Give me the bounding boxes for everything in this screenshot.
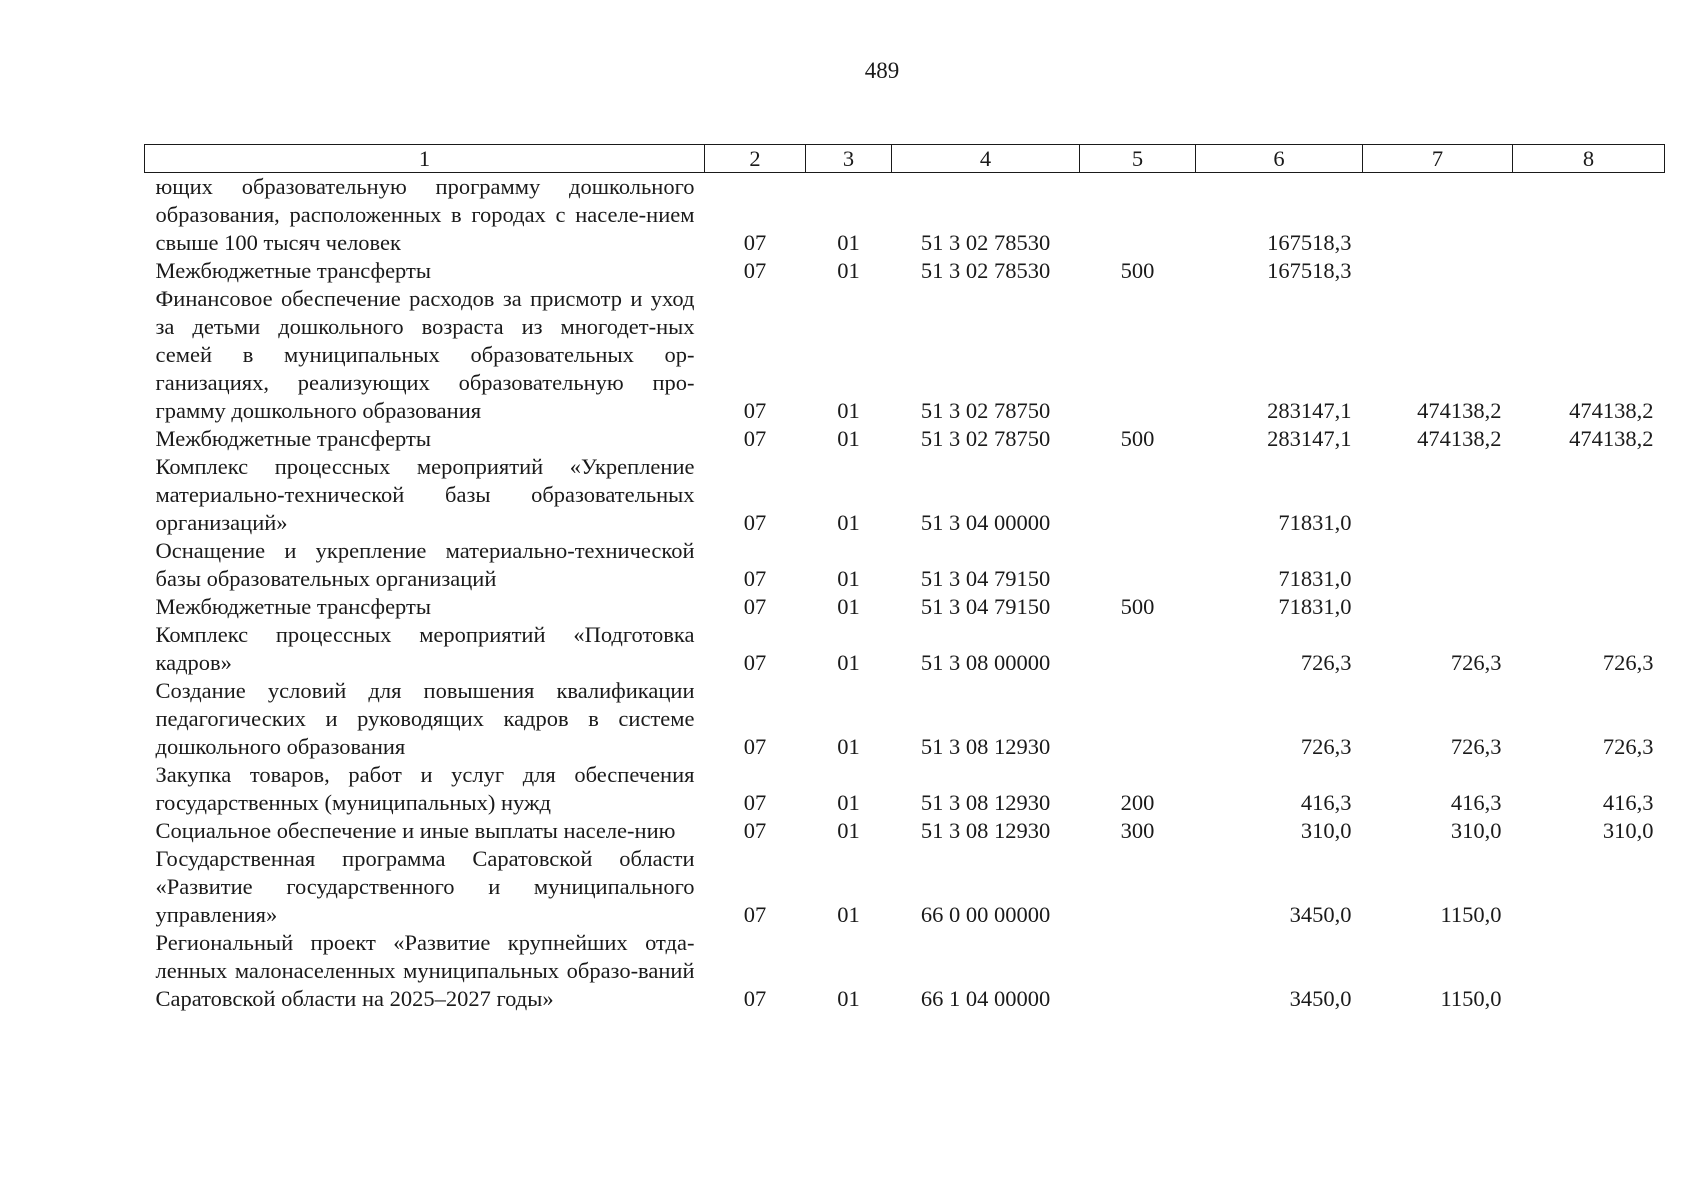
row-expense-type [1080,677,1196,761]
row-section: 07 [743,790,767,815]
row-target-article: 51 3 04 79150 [920,594,1051,619]
row-expense-type: 200 [1120,790,1155,815]
row-amount-year2: 310,0 [1450,818,1502,843]
row-amount-year3 [1513,173,1665,258]
column-header-1: 1 [145,145,705,173]
row-amount-year3: 416,3 [1602,790,1654,815]
row-target-article: 51 3 02 78530 [920,230,1051,255]
row-amount-year2 [1363,537,1513,593]
row-amount-year1: 71831,0 [1278,566,1352,591]
row-target-article: 51 3 08 12930 [920,790,1051,815]
row-expense-type [1080,453,1196,537]
row-amount-year3 [1513,593,1665,621]
row-section: 07 [743,258,767,283]
row-amount-year1: 283147,1 [1267,426,1352,451]
row-amount-year1: 167518,3 [1267,230,1352,255]
row-name: Государственная программа Саратовской области «Развитие государственного и муниципального управления» [155,846,695,927]
row-amount-year2: 726,3 [1450,650,1502,675]
row-amount-year2 [1363,453,1513,537]
row-amount-year1: 71831,0 [1278,594,1352,619]
row-amount-year2: 474138,2 [1417,426,1502,451]
table-header [145,145,1665,173]
row-amount-year3 [1513,453,1665,537]
row-amount-year2: 474138,2 [1417,398,1502,423]
row-section: 07 [743,902,767,927]
table-row [145,761,1665,817]
row-subsection: 01 [837,902,860,927]
row-name: Региональный проект «Развитие крупнейших отда-ленных малонаселенных муниципальных образо-ваний Саратовской области на 2025–2027 годы» [155,930,695,1011]
table-row [145,285,1665,425]
row-amount-year1: 726,3 [1300,650,1352,675]
row-expense-type: 500 [1120,258,1155,283]
row-subsection: 01 [837,650,860,675]
table-row [145,173,1665,258]
table-row [145,425,1665,453]
row-name: ющих образовательную программу дошкольного образования, расположенных в городах с населе-нием свыше 100 тысяч человек [155,174,695,255]
row-amount-year2: 1150,0 [1440,986,1502,1011]
row-subsection: 01 [837,734,860,759]
row-amount-year3 [1513,929,1665,1013]
row-expense-type: 500 [1120,426,1155,451]
table-row [145,453,1665,537]
row-subsection: 01 [837,986,860,1011]
row-name: Межбюджетные трансферты [155,594,431,619]
table-row [145,817,1665,845]
row-amount-year1: 310,0 [1300,818,1352,843]
row-section: 07 [743,986,767,1011]
row-amount-year1: 3450,0 [1289,986,1352,1011]
row-section: 07 [743,734,767,759]
column-header-6: 6 [1196,145,1363,173]
table-row [145,257,1665,285]
row-name: Межбюджетные трансферты [155,258,431,283]
row-section: 07 [743,650,767,675]
row-amount-year3: 474138,2 [1569,426,1654,451]
row-section: 07 [743,594,767,619]
row-expense-type [1080,537,1196,593]
row-expense-type: 300 [1120,818,1155,843]
row-section: 07 [743,398,767,423]
row-subsection: 01 [837,790,860,815]
table-row [145,929,1665,1013]
table-row [145,621,1665,677]
row-amount-year3 [1513,537,1665,593]
row-subsection: 01 [837,258,860,283]
row-amount-year3: 726,3 [1602,650,1654,675]
row-subsection: 01 [837,426,860,451]
row-amount-year2: 726,3 [1450,734,1502,759]
row-amount-year1: 71831,0 [1278,510,1352,535]
table-row [145,593,1665,621]
column-header-8: 8 [1513,145,1665,173]
row-section: 07 [743,818,767,843]
budget-table [144,144,1665,1013]
row-amount-year3: 310,0 [1602,818,1654,843]
row-expense-type [1080,173,1196,258]
row-name: Финансовое обеспечение расходов за присмотр и уход за детьми дошкольного возраста из многодет-ных семей в муниципальных образовательных ор-ганизациях, реализующих образовательную про-грамму дошкольного образования [155,286,695,423]
row-expense-type [1080,845,1196,929]
table-row [145,537,1665,593]
row-amount-year2 [1363,173,1513,258]
row-target-article: 51 3 08 12930 [920,734,1051,759]
row-amount-year2: 1150,0 [1440,902,1502,927]
row-name: Комплекс процессных мероприятий «Подготовка кадров» [155,622,695,675]
row-target-article: 51 3 08 12930 [920,818,1051,843]
row-amount-year1: 726,3 [1300,734,1352,759]
row-subsection: 01 [837,818,860,843]
row-target-article: 51 3 02 78750 [920,426,1051,451]
row-target-article: 51 3 04 79150 [920,566,1051,591]
row-subsection: 01 [837,398,860,423]
budget-table-container [144,144,1664,1013]
row-section: 07 [743,510,767,535]
column-header-5: 5 [1080,145,1196,173]
column-header-7: 7 [1363,145,1513,173]
row-target-article: 66 0 00 00000 [920,902,1051,927]
row-name: Закупка товаров, работ и услуг для обеспечения государственных (муниципальных) нужд [155,762,695,815]
row-target-article: 51 3 02 78750 [920,398,1051,423]
row-target-article: 51 3 02 78530 [920,258,1051,283]
row-amount-year3: 474138,2 [1569,398,1654,423]
row-subsection: 01 [837,230,860,255]
row-expense-type [1080,929,1196,1013]
row-expense-type [1080,621,1196,677]
row-amount-year2: 416,3 [1450,790,1502,815]
row-amount-year1: 283147,1 [1267,398,1352,423]
row-expense-type: 500 [1120,594,1155,619]
row-subsection: 01 [837,566,860,591]
header-row [145,145,1665,173]
row-name: Оснащение и укрепление материально-технической базы образовательных организаций [155,538,695,591]
table-row [145,845,1665,929]
row-amount-year2 [1363,593,1513,621]
row-amount-year3: 726,3 [1602,734,1654,759]
row-amount-year1: 167518,3 [1267,258,1352,283]
row-amount-year3 [1513,845,1665,929]
row-section: 07 [743,566,767,591]
row-amount-year1: 3450,0 [1289,902,1352,927]
column-header-4: 4 [892,145,1080,173]
page-number: 489 [864,58,900,83]
row-subsection: 01 [837,510,860,535]
row-amount-year3 [1513,257,1665,285]
row-section: 07 [743,426,767,451]
row-expense-type [1080,285,1196,425]
row-subsection: 01 [837,594,860,619]
row-amount-year1: 416,3 [1300,790,1352,815]
table-row [145,677,1665,761]
row-target-article: 51 3 08 00000 [920,650,1051,675]
row-name: Социальное обеспечение и иные выплаты населе-нию [155,818,676,843]
row-name: Комплекс процессных мероприятий «Укрепление материально-технической базы образовательных организаций» [155,454,695,535]
row-target-article: 51 3 04 00000 [920,510,1051,535]
column-header-2: 2 [705,145,806,173]
row-amount-year2 [1363,257,1513,285]
row-name: Создание условий для повышения квалификации педагогических и руководящих кадров в системе дошкольного образования [155,678,695,759]
row-name: Межбюджетные трансферты [155,426,431,451]
table-body [145,173,1665,1014]
row-target-article: 66 1 04 00000 [920,986,1051,1011]
column-header-3: 3 [806,145,892,173]
row-section: 07 [743,230,767,255]
